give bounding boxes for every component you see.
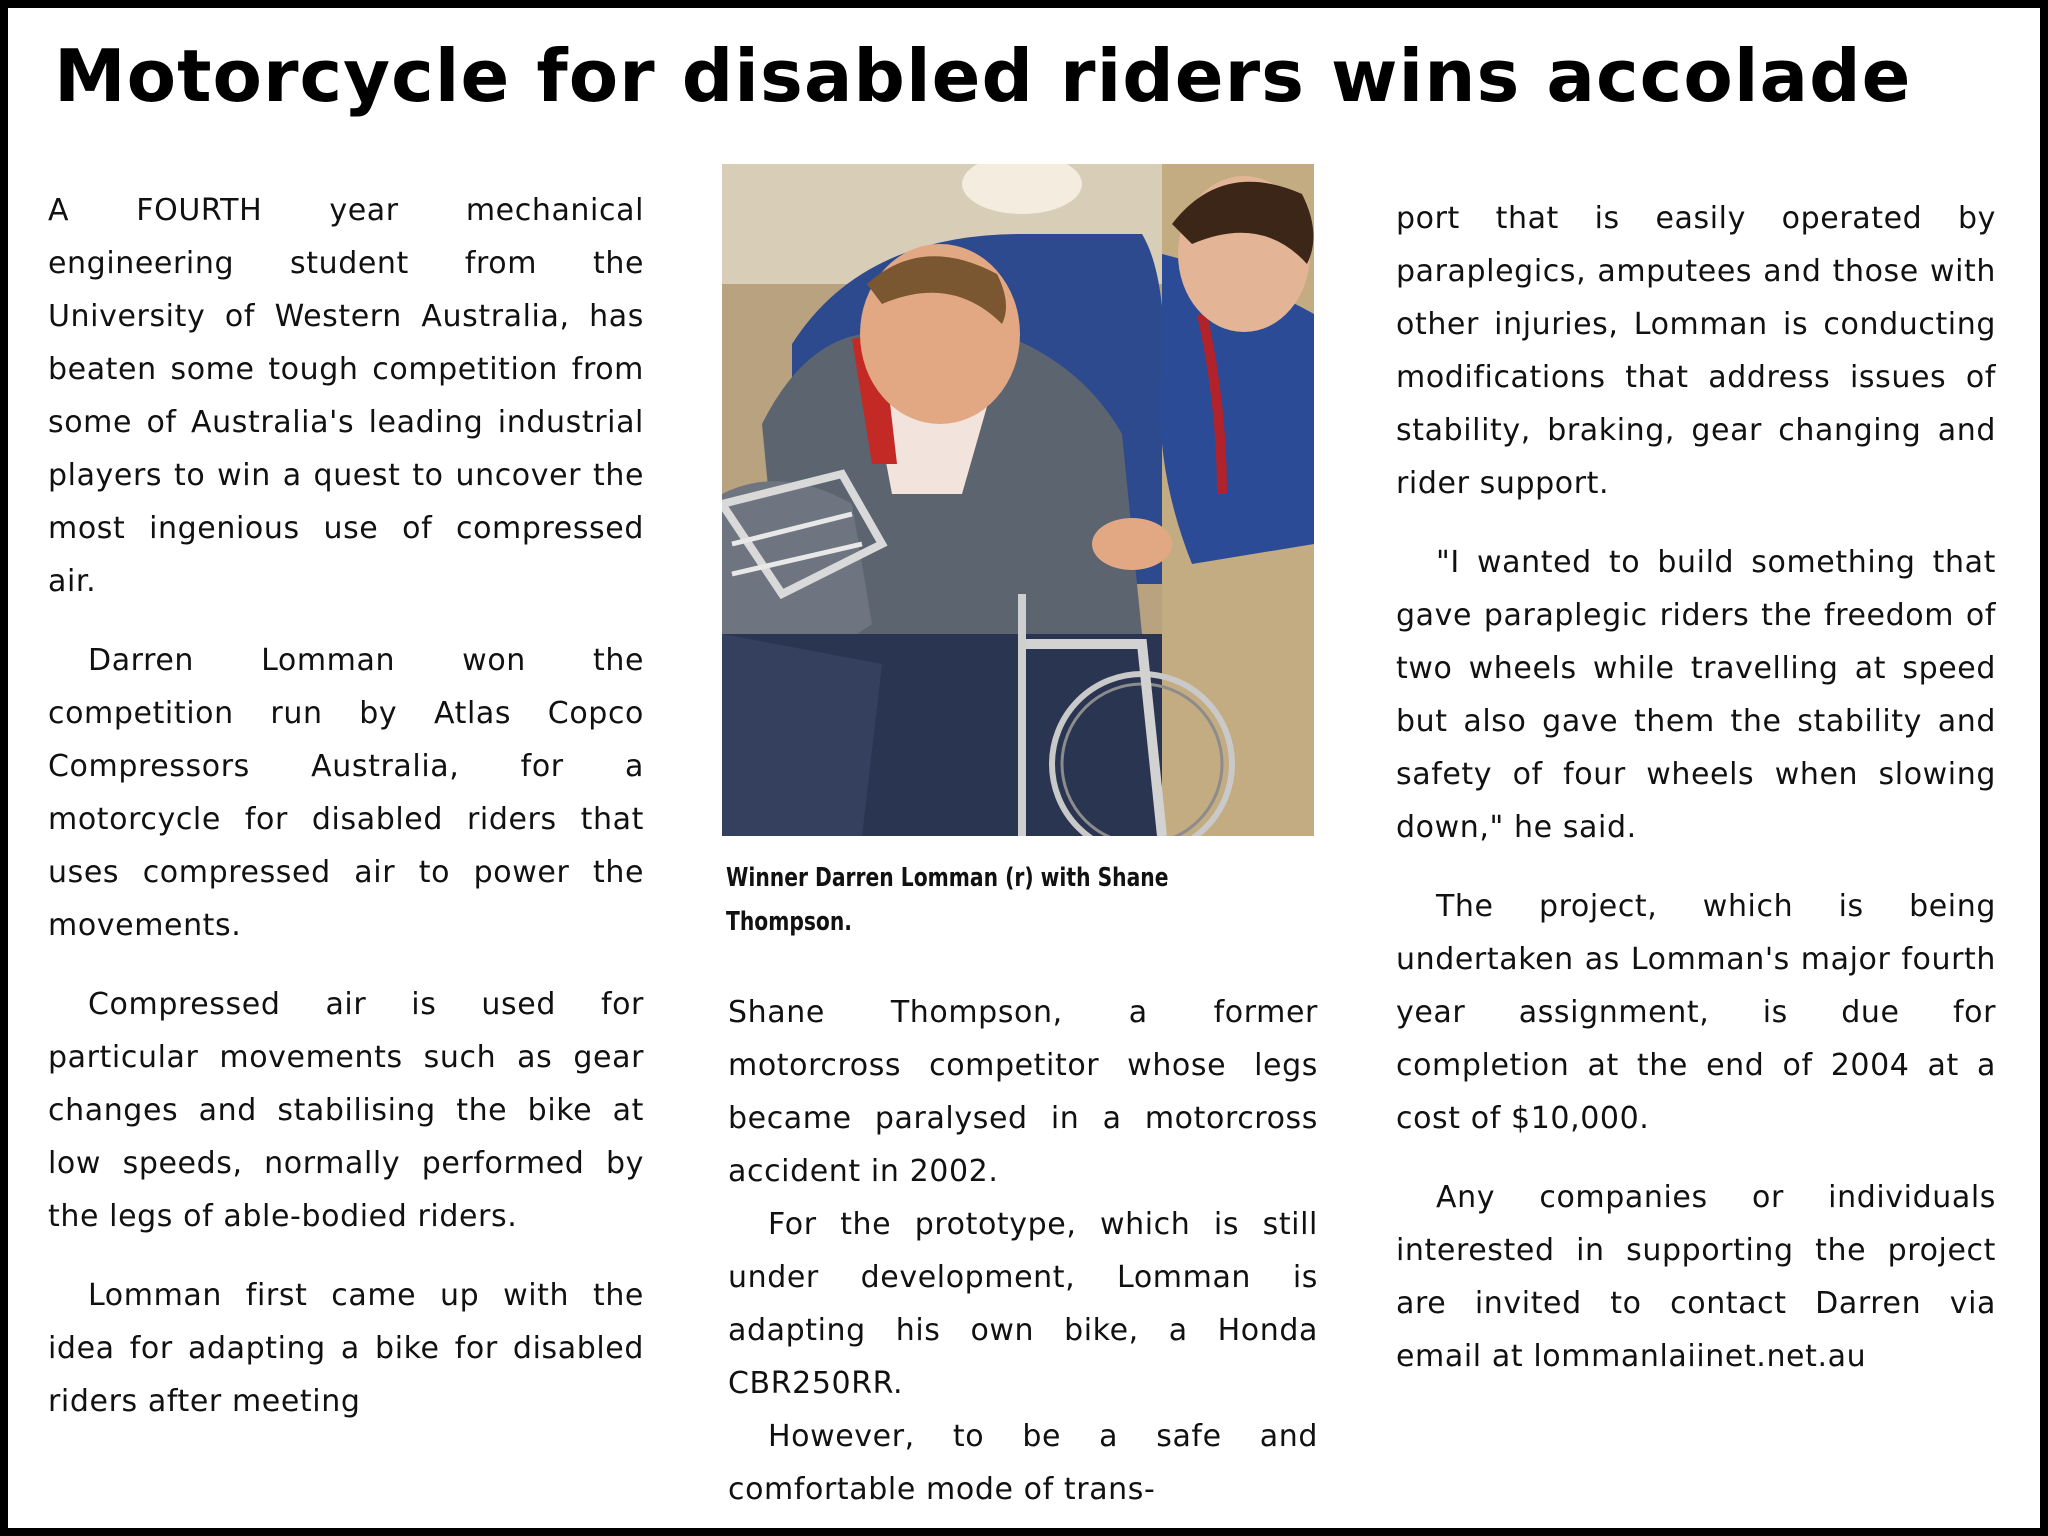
column3-paragraph-3: The project, which is being undertaken as Lomman's major fourth year assignment, is due for completion at the end of 2004 at a cost of $10,000. <box>1396 889 1996 1136</box>
column2-paragraph-3: However, to be a safe and comfortable mode of trans- <box>728 1419 1318 1507</box>
photo-illustration <box>722 164 1314 836</box>
column2-paragraph-1: Shane Thompson, a former motorcross competitor whose legs became paralysed in a motorcross accident in 2002. <box>728 995 1318 1189</box>
column3-paragraph-4: Any companies or individuals interested in supporting the project are invited to contact Darren via email at lommanlaiinet.net.au <box>1396 1180 1996 1374</box>
column1-paragraph-4: Lomman first came up with the idea for adapting a bike for disabled riders after meeting <box>48 1278 644 1419</box>
column2-paragraph-2: For the prototype, which is still under development, Lomman is adapting his own bike, a Honda CBR250RR. <box>728 1207 1318 1401</box>
column1-paragraph-3: Compressed air is used for particular movements such as gear changes and stabilising the bike at low speeds, normally performed by the legs of able-bodied riders. <box>48 987 644 1234</box>
newspaper-clipping <box>8 8 2040 1528</box>
column3-paragraph-1: port that is easily operated by paraplegics, amputees and those with other injuries, Lomman is conducting modifications that address issues of stability, braking, gear changing and rider support. <box>1396 201 1996 501</box>
article-column-3 <box>1396 192 1996 1383</box>
column3-paragraph-2: "I wanted to build something that gave paraplegic riders the freedom of two wheels while travelling at speed but also gave them the stability and safety of four wheels when slowing down," he said. <box>1396 545 1996 845</box>
article-column-2 <box>728 986 1318 1516</box>
headline: Motorcycle for disabled riders wins accolade <box>54 34 1912 118</box>
news-photo <box>722 164 1314 836</box>
column1-paragraph-1: A FOURTH year mechanical engineering student from the University of Western Australia, has beaten some tough competition from some of Australia's leading industrial players to win a quest to uncover the most ingenious use of compressed air. <box>48 193 644 599</box>
photo-caption: Winner Darren Lomman (r) with Shane Thompson. <box>726 863 1169 937</box>
column1-paragraph-2: Darren Lomman won the competition run by Atlas Copco Compressors Australia, for a motorcycle for disabled riders that uses compressed air to power the movements. <box>48 643 644 943</box>
article-column-1 <box>48 184 644 1428</box>
